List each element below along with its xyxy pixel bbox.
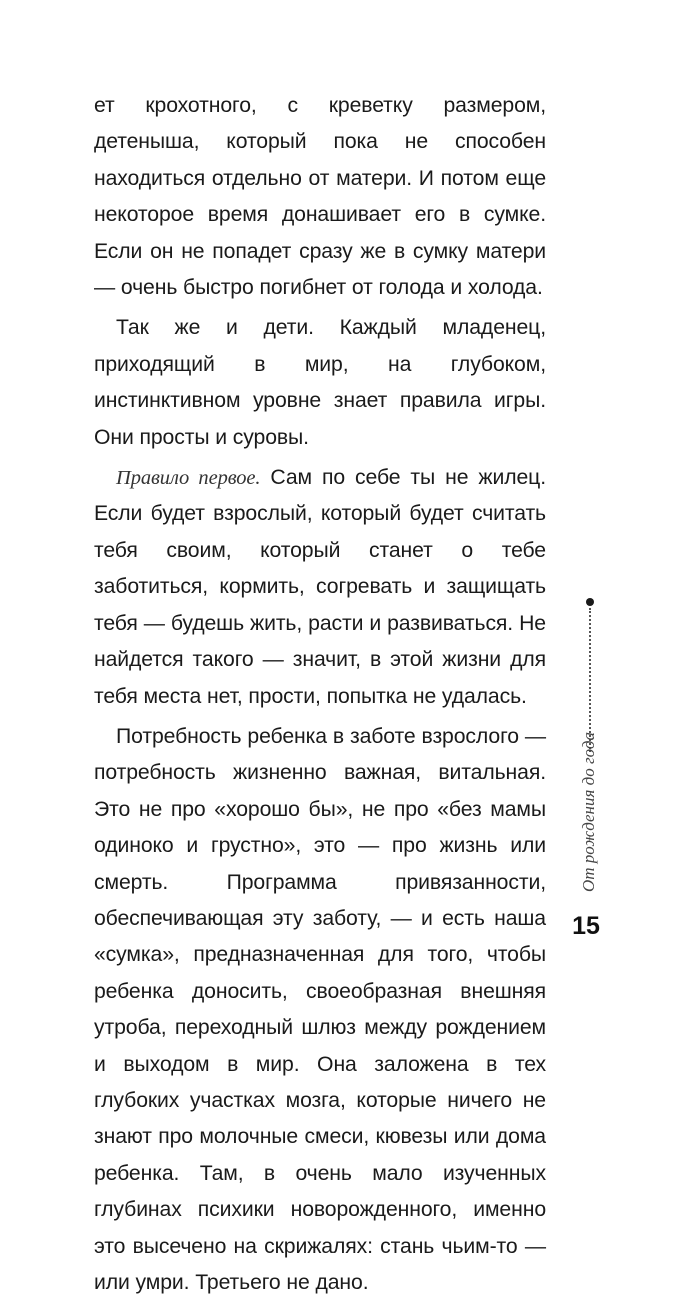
- paragraph-2: Так же и дети. Каждый младенец, приходящий в мир, на глубоком, инстинктивном уровне знает правила игры. Они просты и суровы.: [94, 316, 546, 449]
- paragraph-1: ет крохотного, с креветку размером, детеныша, который пока не способен находиться отдельно от матери. И потом еще некоторое время донашивает его в сумке. Если он не попадет сразу же в сумку матери — очень быстро погибнет от голода и холода.: [94, 94, 546, 300]
- sidebar-dotted-line: [589, 608, 591, 752]
- section-title: От рождения до года: [579, 732, 598, 892]
- rule-lead: Правило первое.: [116, 467, 261, 490]
- section-sidebar: [572, 598, 612, 892]
- page-text: [94, 88, 546, 1301]
- sidebar-dot-icon: [586, 598, 594, 606]
- page-number: 15: [572, 912, 600, 940]
- paragraph-3: [94, 460, 546, 715]
- paragraph-4: Потребность ребенка в заботе взрослого — потребность жизненно важная, витальная. Это не про «хорошо бы», не про «без мамы одиноко и грустно», это — про жизнь или смерть. Программа привязанности, обеспечивающая эту заботу, — и есть наша «сумка», предназначенная для того, чтобы ребенка доносить, своеобразная внешняя утроба, переходный шлюз между рождением и выходом в мир. Она заложена в тех глубоких участках мозга, которые ничего не знают про молочные смеси, кювезы или дома ребенка. Там, в очень мало изученных глубинах психики новорожденного, именно это высечено на скрижалях: стань чьим-то — или умри. Третьего не дано.: [94, 724, 546, 1294]
- paragraph-3-text: Сам по себе ты не жилец. Если будет взрослый, который будет считать тебя своим, который станет о тебе заботиться, кормить, согревать и защищать тебя — будешь жить, расти и развиваться. Не найдется такого — значит, в этой жизни для тебя места нет, прости, попытка не удалась.: [94, 466, 546, 708]
